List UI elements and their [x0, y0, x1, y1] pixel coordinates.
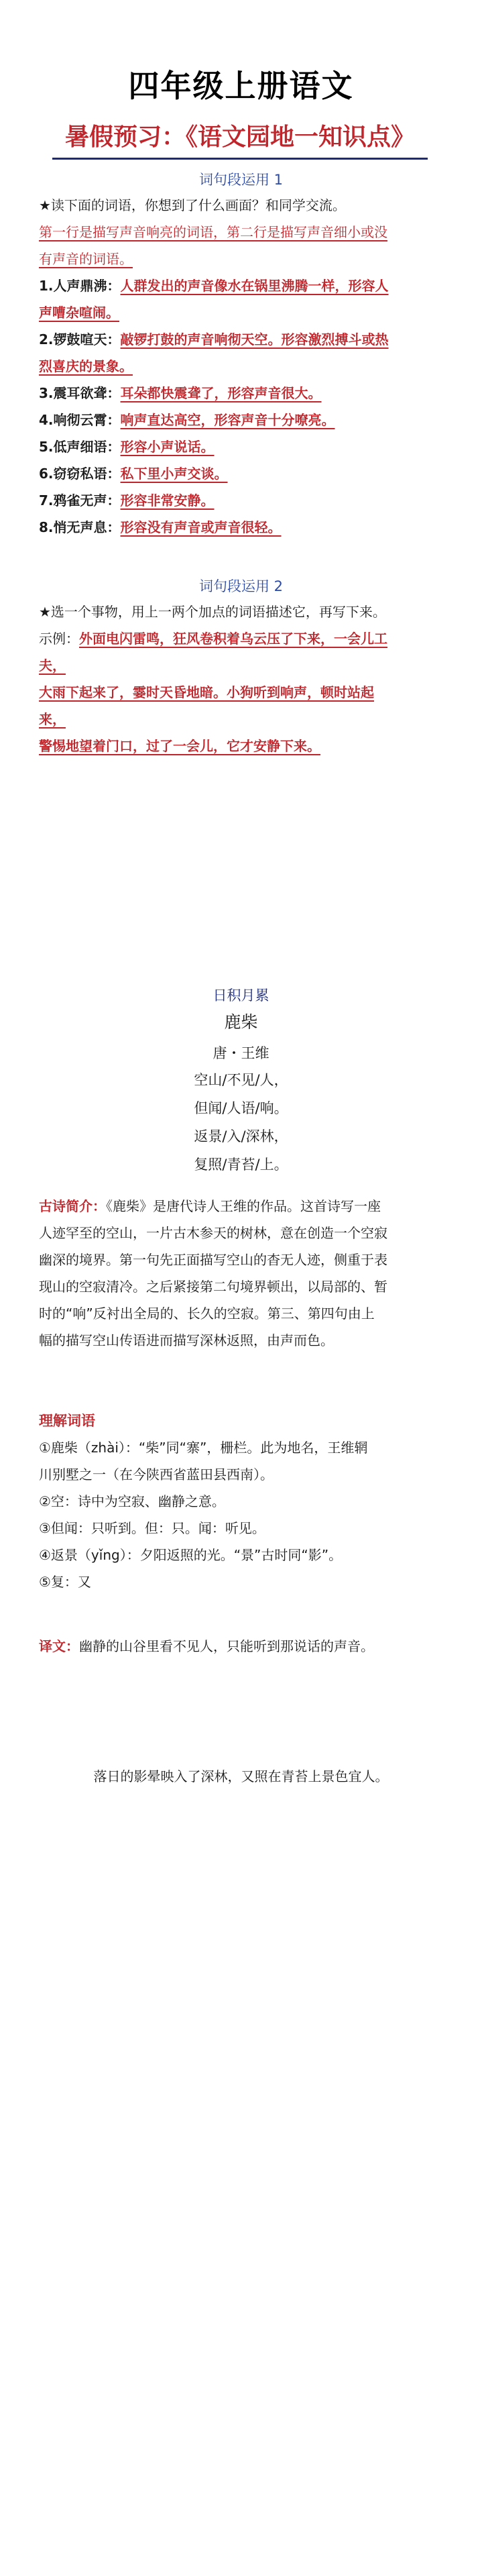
intro-line: 幅的描写空山传语进而描写深林返照，由声而色。	[39, 1332, 334, 1348]
intro-line: 现山的空寂清冷。之后紧接第二句境界顿出，以局部的、暂	[39, 1279, 387, 1295]
list-item	[39, 460, 455, 487]
section2-heading: 词句段运用 2	[198, 578, 284, 594]
item-label: 3.震耳欲聋：	[39, 385, 121, 401]
poem-section-heading: 日积月累	[213, 987, 269, 1004]
item-meaning: 响声直达高空，形容声音十分嘹亮。	[120, 412, 335, 428]
poem-line: 但闻/人语/响。	[194, 1100, 288, 1116]
list-item	[39, 433, 455, 460]
vocab-line: ①鹿柴（zhài）：“柴”同“寨”，栅栏。此为地名，王维辋	[39, 1440, 368, 1456]
section1-prompt	[39, 192, 448, 219]
example-line: 夫，	[39, 657, 66, 674]
vocab-list	[39, 1434, 455, 1595]
intro-line: 时的“响”反衬出全局的、长久的空寂。第三、第四句由上	[39, 1305, 375, 1322]
section2-prompt-text: ★选一个事物，用上一两个加点的词语描述它，再写下来。	[39, 604, 386, 620]
intro-line: 《鹿柴》是唐代诗人王维的作品。这首诗写一座	[106, 1198, 381, 1214]
item-label: 5.低声细语：	[39, 439, 121, 455]
section2-example	[39, 625, 448, 759]
section2-prompt	[39, 598, 448, 625]
item-meaning: 形容非常安静。	[120, 492, 215, 508]
vocab-heading: 理解词语	[39, 1413, 95, 1429]
translation-line: 幽静的山谷里看不见人，只能听到那说话的声音。	[79, 1638, 374, 1654]
item-meaning: 声嘈杂喧闹。	[39, 305, 119, 321]
translation-line: 落日的影晕映入了深林，又照在青苔上景色宜人。	[93, 1768, 389, 1784]
vocab-line: ③但闻：只听到。但：只。闻：听见。	[39, 1520, 265, 1536]
list-item	[39, 326, 455, 380]
translation-label: 译文：	[39, 1638, 79, 1654]
item-label: 4.响彻云霄：	[39, 412, 121, 428]
vocab-line: ②空：诗中为空寂、幽静之意。	[39, 1493, 225, 1509]
section1-note-line: 第一行是描写声音响亮的词语，第二行是描写声音细小或没	[39, 224, 387, 240]
subtitle-block	[52, 118, 428, 160]
item-meaning: 形容没有声音或声音很轻。	[120, 519, 282, 535]
example-label: 示例：	[39, 631, 79, 647]
item-meaning: 烈喜庆的景象。	[39, 358, 133, 374]
vocab-line: 川别墅之一（在今陕西省蓝田县西南）。	[39, 1466, 274, 1483]
example-line: 外面电闪雷鸣，狂风卷积着乌云压了下来，一会儿工	[79, 631, 387, 647]
item-label: 7.鸦雀无声：	[39, 492, 121, 508]
item-meaning: 人群发出的声音像水在锅里沸腾一样，形容人	[120, 278, 389, 294]
item-meaning: 耳朵都快震聋了，形容声音很大。	[120, 385, 322, 401]
item-meaning: 敲锣打鼓的声音响彻天空。形容激烈搏斗或热	[120, 331, 389, 347]
item-meaning: 形容小声说话。	[120, 439, 215, 455]
vocab-line: ④返景（yǐng）：夕阳返照的光。“景”古时同“影”。	[39, 1547, 343, 1563]
page-title: 四年级上册语文	[128, 68, 354, 104]
translation	[39, 1633, 455, 1660]
item-label: 8.悄无声息：	[39, 519, 121, 535]
example-line: 警惕地望着门口，过了一会儿，它才安静下来。	[39, 738, 320, 754]
example-line: 大雨下起来了，霎时天昏地暗。小狗听到响声，顿时站起	[39, 684, 374, 700]
item-label: 1.人声鼎沸：	[39, 278, 121, 294]
list-item	[39, 380, 455, 407]
section1-note	[39, 219, 448, 272]
section1-heading: 词句段运用 1	[198, 172, 284, 188]
poem-author: 唐・王维	[213, 1045, 269, 1061]
poem-intro	[39, 1193, 449, 1354]
item-label: 6.窃窃私语：	[39, 466, 121, 482]
intro-line: 幽深的境界。第一句先正面描写空山的杳无人迹，侧重于表	[39, 1252, 387, 1268]
poem-line: 返景/入/深林，	[194, 1128, 288, 1144]
list-item	[39, 514, 455, 541]
section1-prompt-text: ★读下面的词语，你想到了什么画面？和同学交流。	[39, 197, 346, 213]
list-item	[39, 407, 455, 433]
item-meaning: 私下里小声交谈。	[120, 466, 228, 482]
example-line: 来，	[39, 711, 66, 727]
intro-label: 古诗简介：	[39, 1198, 106, 1214]
section1-note-line: 有声音的词语。	[39, 251, 133, 267]
item-label: 2.锣鼓喧天：	[39, 331, 121, 347]
list-item	[39, 487, 455, 514]
poem-line: 空山/不见/人，	[194, 1072, 288, 1088]
poem-title: 鹿柴	[224, 1012, 258, 1032]
list-item	[39, 272, 455, 326]
intro-line: 人迹罕至的空山，一片古木参天的树林，意在创造一个空寂	[39, 1225, 387, 1241]
poem-line: 复照/青苔/上。	[194, 1157, 288, 1173]
subtitle-underline	[52, 158, 428, 160]
vocab-line: ⑤复：又	[39, 1574, 91, 1590]
page-subtitle: 暑假预习：《语文园地一知识点》	[64, 123, 415, 151]
